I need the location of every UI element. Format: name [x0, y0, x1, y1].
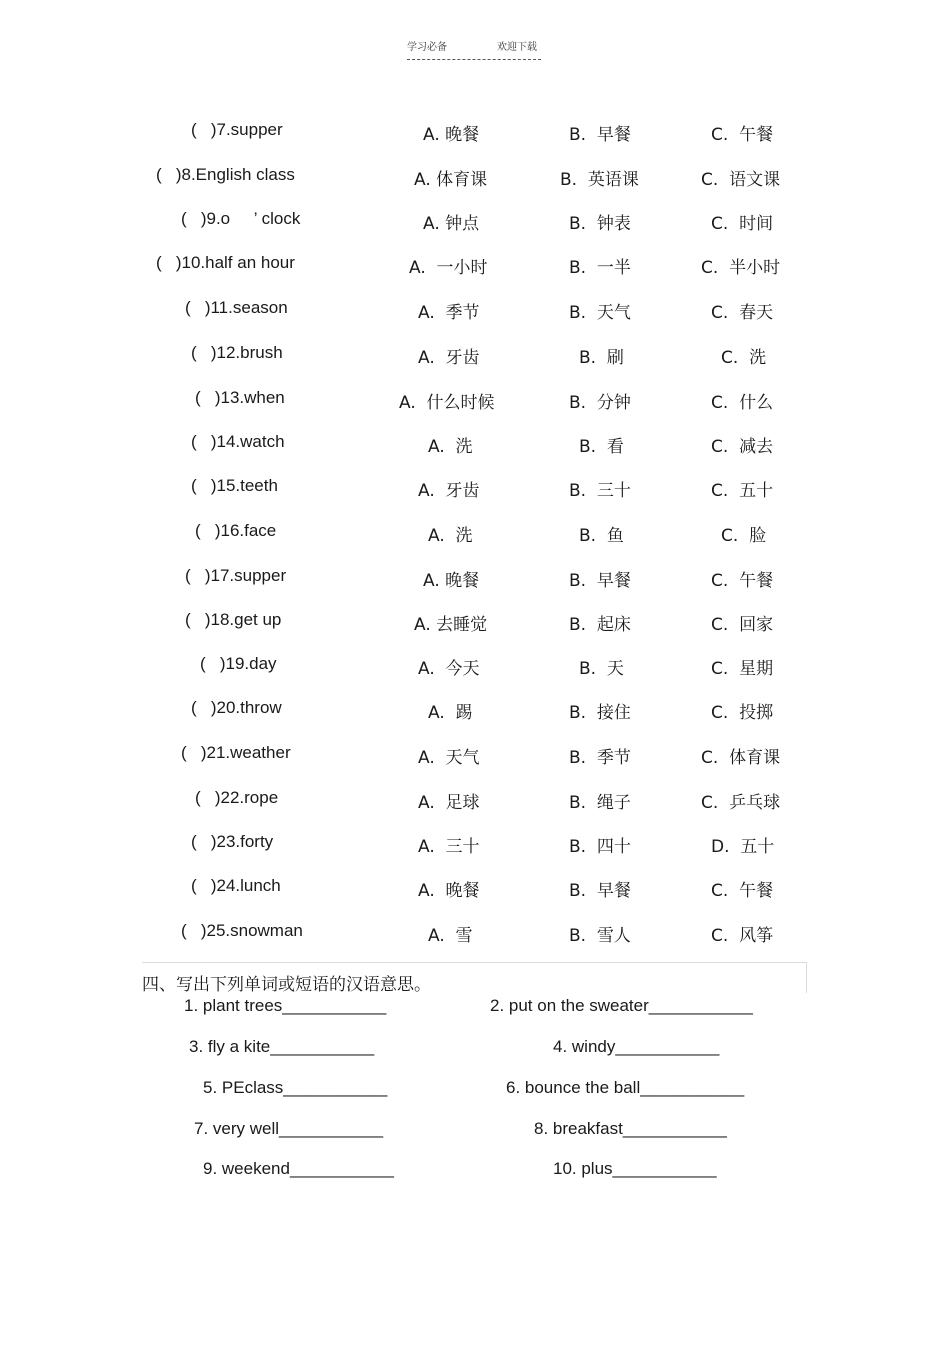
- question-row: [0, 566, 950, 592]
- question-row: [0, 743, 950, 769]
- question-row: [0, 298, 950, 324]
- translation-question: 8. breakfast___________: [534, 1119, 727, 1138]
- option-b: B. 一半: [569, 258, 631, 278]
- question-row: [0, 654, 950, 680]
- translation-question: 6. bounce the ball___________: [506, 1078, 745, 1097]
- question-row: [0, 120, 950, 146]
- option-a: A. 雪: [428, 926, 473, 946]
- translation-question: 4. windy___________: [553, 1037, 720, 1056]
- option-b: B. 起床: [569, 615, 631, 635]
- option-b: B. 分钟: [569, 393, 631, 413]
- option-a: A. 晚餐: [423, 571, 480, 591]
- question-row: [0, 788, 950, 814]
- page-header: [407, 38, 541, 60]
- option-c: D. 五十: [711, 837, 775, 857]
- option-b: B. 绳子: [569, 793, 631, 813]
- question-row: [0, 832, 950, 858]
- question-row: [0, 476, 950, 502]
- option-a: A. 晚餐: [418, 881, 480, 901]
- section-4-title: 四、写出下列单词或短语的汉语意思。: [142, 975, 431, 995]
- question-text: ( )13.when: [195, 388, 285, 407]
- question-text: ( )17.supper: [185, 566, 287, 585]
- option-c: C. 脸: [721, 526, 767, 546]
- translation-question: 7. very well___________: [194, 1119, 384, 1138]
- question-text: ( )15.teeth: [191, 476, 278, 495]
- option-b: B. 天: [579, 659, 624, 679]
- option-a: A. 今天: [418, 659, 480, 679]
- question-row: [0, 388, 950, 414]
- option-b: B. 看: [579, 437, 624, 457]
- option-c: C. 午餐: [711, 881, 774, 901]
- option-a: A. 足球: [418, 793, 480, 813]
- option-c: C. 风筝: [711, 926, 774, 946]
- question-text: ( )9.o ’ clock: [181, 209, 301, 228]
- question-row: [0, 343, 950, 369]
- option-c: C. 半小时: [701, 258, 781, 278]
- translation-question: 1. plant trees___________: [184, 996, 387, 1015]
- option-a: A. 三十: [418, 837, 480, 857]
- option-c: C. 回家: [711, 615, 774, 635]
- question-row: [0, 698, 950, 724]
- translation-question: 3. fly a kite___________: [189, 1037, 375, 1056]
- option-a: A. 天气: [418, 748, 480, 768]
- option-a: A. 季节: [418, 303, 480, 323]
- option-b: B. 早餐: [569, 881, 631, 901]
- option-b: B. 早餐: [569, 125, 631, 145]
- header-right-text: 欢迎下载: [497, 42, 537, 53]
- translation-question: 5. PEclass___________: [203, 1078, 388, 1097]
- question-text: ( )8.English class: [156, 165, 295, 184]
- option-a: A. 洗: [428, 526, 473, 546]
- question-text: ( )7.supper: [191, 120, 283, 139]
- option-a: A. 去睡觉: [414, 615, 488, 635]
- question-text: ( )10.half an hour: [156, 253, 295, 272]
- question-text: ( )18.get up: [185, 610, 282, 629]
- option-b: B. 季节: [569, 748, 631, 768]
- question-row: [0, 165, 950, 191]
- option-b: B. 接住: [569, 703, 631, 723]
- translation-question: 10. plus___________: [553, 1159, 717, 1178]
- question-row: [0, 610, 950, 636]
- question-text: ( )11.season: [185, 298, 288, 317]
- option-b: B. 雪人: [569, 926, 631, 946]
- question-text: ( )24.lunch: [191, 876, 281, 895]
- option-c: C. 什么: [711, 393, 774, 413]
- option-b: B. 天气: [569, 303, 631, 323]
- option-a: A. 牙齿: [418, 348, 480, 368]
- option-c: C. 五十: [711, 481, 774, 501]
- option-b: B. 英语课: [560, 170, 639, 190]
- option-b: B. 钟表: [569, 214, 631, 234]
- option-a: A. 钟点: [423, 214, 480, 234]
- question-text: ( )25.snowman: [181, 921, 303, 940]
- option-a: A. 踢: [428, 703, 473, 723]
- question-row: [0, 209, 950, 235]
- question-text: ( )21.weather: [181, 743, 291, 762]
- option-b: B. 三十: [569, 481, 631, 501]
- option-c: C. 时间: [711, 214, 774, 234]
- question-text: ( )23.forty: [191, 832, 274, 851]
- option-c: C. 洗: [721, 348, 767, 368]
- question-row: [0, 521, 950, 547]
- option-b: B. 四十: [569, 837, 631, 857]
- option-a: A. 洗: [428, 437, 473, 457]
- option-a: A. 晚餐: [423, 125, 480, 145]
- option-c: C. 星期: [711, 659, 774, 679]
- question-text: ( )22.rope: [195, 788, 279, 807]
- option-c: C. 乒乓球: [701, 793, 781, 813]
- translation-question: 2. put on the sweater___________: [490, 996, 753, 1015]
- option-b: B. 鱼: [579, 526, 624, 546]
- option-c: C. 午餐: [711, 571, 774, 591]
- option-a: A. 什么时候: [399, 393, 495, 413]
- question-row: [0, 876, 950, 902]
- option-a: A. 一小时: [409, 258, 488, 278]
- option-b: B. 刷: [579, 348, 624, 368]
- option-b: B. 早餐: [569, 571, 631, 591]
- question-text: ( )19.day: [200, 654, 277, 673]
- question-text: ( )12.brush: [191, 343, 283, 362]
- option-c: C. 语文课: [701, 170, 781, 190]
- option-c: C. 春天: [711, 303, 774, 323]
- option-c: C. 体育课: [701, 748, 781, 768]
- question-text: ( )14.watch: [191, 432, 285, 451]
- header-left-text: 学习必备: [407, 42, 447, 53]
- question-text: ( )20.throw: [191, 698, 282, 717]
- translation-question: 9. weekend___________: [203, 1159, 394, 1178]
- question-row: [0, 432, 950, 458]
- option-c: C. 减去: [711, 437, 774, 457]
- option-c: C. 午餐: [711, 125, 774, 145]
- question-row: [0, 253, 950, 279]
- question-text: ( )16.face: [195, 521, 277, 540]
- option-a: A. 牙齿: [418, 481, 480, 501]
- question-row: [0, 921, 950, 947]
- option-a: A. 体育课: [414, 170, 488, 190]
- option-c: C. 投掷: [711, 703, 774, 723]
